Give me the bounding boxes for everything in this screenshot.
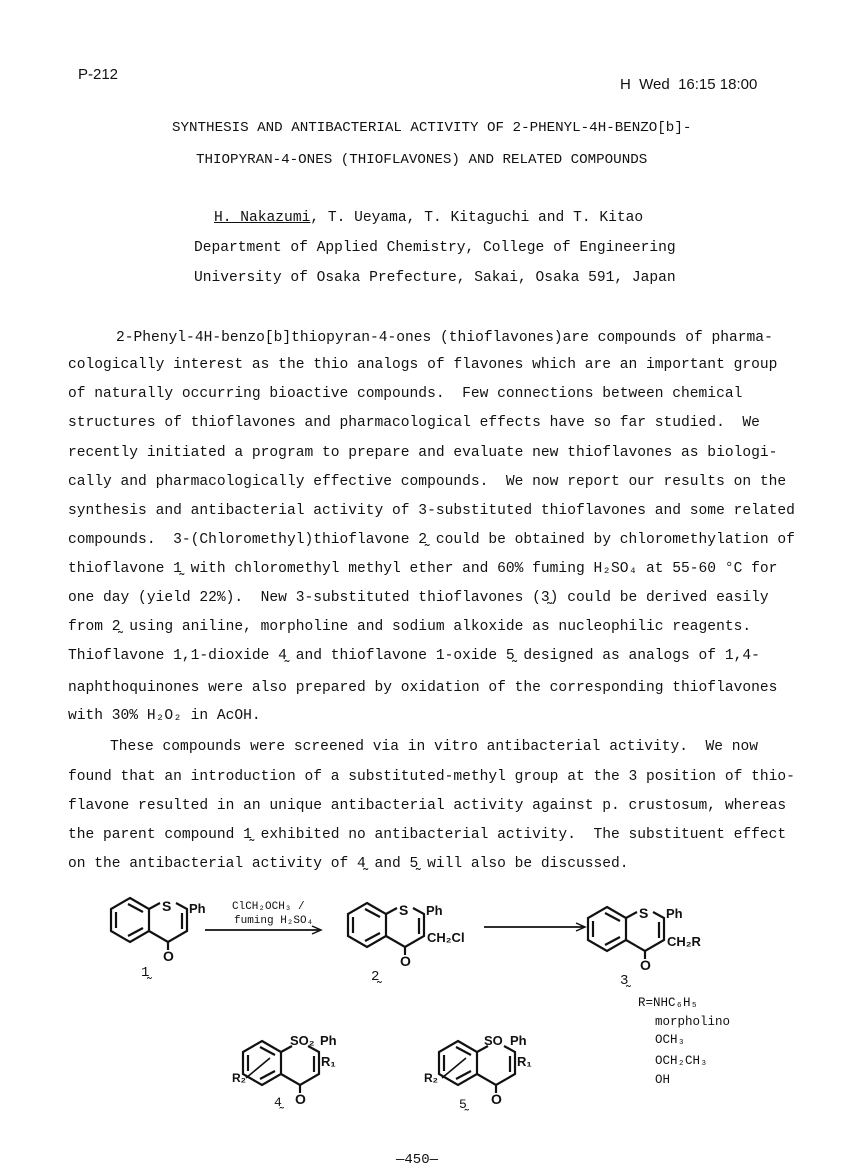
r-group-item: morpholino: [655, 1015, 731, 1029]
text-line: found that an introduction of a substituted-methyl group at the 3 position of thio-: [68, 769, 795, 785]
compound-label-1: 1̰: [141, 965, 150, 981]
abstract-code: P-212: [78, 66, 119, 83]
text-line: from 2̰ using aniline, morpholine and sodium alkoxide as nucleophilic reagents.: [68, 619, 752, 635]
co-authors: , T. Ueyama, T. Kitaguchi and T. Kitao: [310, 210, 644, 226]
r-group-item: OCH₂CH₃: [655, 1054, 708, 1068]
sulfur-label: S: [639, 905, 649, 921]
r-group-item: OH: [655, 1073, 671, 1087]
text-line: naphthoquinones were also prepared by oxidation of the corresponding thioflavones: [68, 680, 778, 696]
text-line: recently initiated a program to prepare and evaluate new thioflavones as biologi-: [68, 445, 778, 461]
phenyl-label: Ph: [510, 1033, 527, 1048]
r-group-item: R=NHC₆H₅: [638, 996, 699, 1010]
sulfur-label: S: [162, 898, 172, 914]
oxygen-label: O: [163, 948, 174, 964]
chloromethyl-label: CH₂Cl: [427, 930, 465, 945]
phenyl-label: Ph: [189, 901, 206, 916]
r2-label: R₂: [232, 1071, 246, 1085]
presenting-author: H. Nakazumi: [214, 210, 311, 226]
compound-3-structure: [588, 907, 664, 959]
page-number: —450—: [396, 1152, 439, 1168]
text-line: cally and pharmacologically effective compounds. We now report our results on the: [68, 474, 787, 490]
text-line: of naturally occurring bioactive compounds. Few connections between chemical: [68, 386, 743, 402]
r2-label: R₂: [424, 1071, 438, 1085]
text-line: thioflavone 1̰ with chloromethyl methyl ether and 60% fuming H₂SO₄ at 55-60 °C for: [68, 561, 778, 577]
compound-4-structure: [243, 1041, 319, 1093]
text-line: 2-Phenyl-4H-benzo[b]thiopyran-4-ones (thioflavones)are compounds of pharma-: [116, 330, 773, 346]
r-group-item: OCH₃: [655, 1033, 686, 1047]
text-line: cologically interest as the thio analogs of flavones which are an important group: [68, 357, 778, 373]
sulfur-label: S: [399, 902, 409, 918]
reagent-text: fuming H₂SO₄: [234, 915, 314, 927]
compound-2-structure: [348, 903, 424, 955]
compound-label-2: 2̰: [371, 969, 380, 985]
r1-label: R₁: [321, 1054, 336, 1069]
text-line: the parent compound 1̰ exhibited no antibacterial activity. The substituent effect: [68, 827, 787, 843]
text-line: on the antibacterial activity of 4̰ and 5̰ will also be discussed.: [68, 856, 629, 872]
affiliation-line-2: University of Osaka Prefecture, Sakai, Osaka 591, Japan: [194, 270, 676, 286]
oxygen-label: O: [400, 953, 411, 969]
text-line: structures of thioflavones and pharmacological effects have so far studied. We: [68, 415, 760, 431]
text-line: synthesis and antibacterial activity of 3-substituted thioflavones and some related: [68, 503, 795, 519]
title-line-2: THIOPYRAN-4-ONES (THIOFLAVONES) AND RELATED COMPOUNDS: [196, 152, 648, 168]
title-line-1: SYNTHESIS AND ANTIBACTERIAL ACTIVITY OF 2-PHENYL-4H-BENZO[b]-: [172, 120, 692, 136]
text-line: compounds. 3-(Chloromethyl)thioflavone 2̰ could be obtained by chloromethylation of: [68, 532, 795, 548]
text-line: These compounds were screened via in vitro antibacterial activity. We now: [110, 739, 759, 755]
compound-label-5: 5̰: [459, 1097, 467, 1112]
phenyl-label: Ph: [426, 903, 443, 918]
text-line: one day (yield 22%). New 3-substituted thioflavones (3̰) could be derived easily: [68, 590, 769, 606]
text-line: with 30% H₂O₂ in AcOH.: [68, 708, 261, 724]
compound-5-structure: [439, 1041, 515, 1093]
phenyl-label: Ph: [320, 1033, 337, 1048]
affiliation-line-1: Department of Applied Chemistry, College of Engineering: [194, 240, 676, 256]
compound-label-3: 3̰: [620, 973, 629, 989]
oxygen-label: O: [640, 957, 651, 973]
text-line: flavone resulted in an unique antibacterial activity against p. crustosum, whereas: [68, 798, 787, 814]
sulfoxide-label: SO: [484, 1033, 503, 1048]
oxygen-label: O: [491, 1091, 502, 1107]
text-line: Thioflavone 1,1-dioxide 4̰ and thioflavone 1-oxide 5̰ designed as analogs of 1,4-: [68, 648, 760, 664]
substituted-methyl-label: CH₂R: [667, 934, 701, 949]
compound-1-structure: [111, 898, 187, 950]
session-time: H Wed 16:15 18:00: [620, 76, 758, 93]
r1-label: R₁: [517, 1054, 532, 1069]
sulfone-label: SO₂: [290, 1033, 315, 1048]
phenyl-label: Ph: [666, 906, 683, 921]
reagent-text: ClCH₂OCH₃ /: [232, 901, 305, 913]
oxygen-label: O: [295, 1091, 306, 1107]
compound-label-4: 4̰: [274, 1095, 282, 1110]
